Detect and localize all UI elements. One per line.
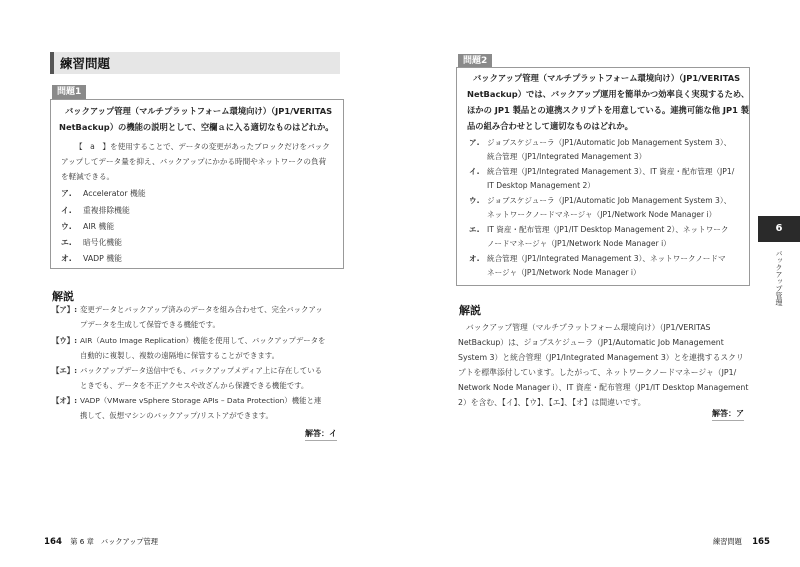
page-footer-left [44, 537, 158, 547]
q1-option-i: イ. 重複排除機能 [61, 206, 130, 215]
q2-option-e: エ. IT 資産・配布管理（JP1/IT Desktop Management 2）、ネットワーク ノードマネージャ（JP1/Network Node Manager i） [469, 225, 729, 248]
explanation-heading-right: 解説 [459, 304, 481, 317]
page-number-right: 165 [752, 537, 771, 547]
answer-left: 解答：イ [305, 428, 337, 441]
q1-option-e: エ. 暗号化機能 [61, 238, 122, 247]
question-2-text-line2: NetBackup）では、バックアップ運用を簡単かつ効率良く実現するため、 [467, 89, 750, 99]
q1-option-o: オ. VADP 機能 [61, 254, 122, 263]
explanation-o: 【オ】: VADP（VMware vSphere Storage APIs – Data Protection）機能と連 携して、仮想マシンのバックアップ/リストアができます。 [52, 396, 322, 420]
question-1-text-line2: NetBackup）の機能の説明として、空欄ａに入る適切なものはどれか。 [59, 122, 334, 132]
question-2-text-line1: バックアップ管理（マルチプラットフォーム環境向け）（JP1/VERITAS [473, 73, 741, 83]
page-footer-right [713, 537, 770, 547]
explanation-u: 【ウ】: AIR（Auto Image Replication）機能を使用して、バックアップデータを 自動的に複製し、複数の遠隔地に保管することができます。 [52, 336, 326, 360]
explanation-right-line1: バックアップ管理（マルチプラットフォーム環境向け）（JP1/VERITAS [466, 323, 711, 332]
q2-option-o: オ. 統合管理（JP1/Integrated Management 3）、ネットワークノードマ ネージャ（JP1/Network Node Manager i） [469, 254, 726, 277]
chapter-tab: 6 [758, 216, 800, 242]
page-section-right: 練習問題 [713, 537, 742, 546]
question-1-tag: 問題1 [52, 85, 86, 99]
question-2-text-line4: 品の組み合わせとして適切なものはどれか。 [467, 121, 633, 131]
question-2-tag: 問題2 [458, 54, 492, 68]
explanation-a: 【ア】: 変更データとバックアップ済みのデータを組み合わせて、完全バックアッ プデータを生成して保管できる機能です。 [52, 305, 323, 329]
question-1-sub-line1: 【 a 】を使用することで、データの変更があったブロックだけをバック [75, 142, 330, 151]
explanation-right-line5: Network Node Manager i）、IT 資産・配布管理（JP1/IT Desktop Management [458, 383, 749, 392]
explanation-e: 【エ】: バックアップデータ送信中でも、バックアップメディア上に存在している ときでも、データを不正アクセスや改ざんから保護できる機能です。 [52, 366, 322, 390]
explanation-right-line3: System 3）と統合管理（JP1/Integrated Management 3）とを連携するスクリ [458, 353, 744, 362]
section-title-marker [50, 52, 54, 74]
q2-option-i: イ. 統合管理（JP1/Integrated Management 3）、IT 資産・配布管理（JP1/ IT Desktop Management 2） [469, 167, 735, 190]
page-chapter-left: 第 6 章 バックアップ管理 [70, 537, 158, 546]
question-1-sub-line3: を軽減できる。 [61, 172, 115, 181]
q1-option-a: ア. Accelerator 機能 [61, 189, 146, 198]
explanation-right-line6: 2）を含む、【イ】、【ウ】、【エ】、【オ】は間違いです。 [458, 398, 646, 407]
question-2-text-line3: ほかの JP1 製品との連携スクリプトを用意している。連携可能な他 JP1 製 [467, 105, 750, 115]
question-1-box [50, 99, 344, 269]
question-2-box [456, 67, 750, 286]
chapter-label-vertical: バックアップ管理 [775, 250, 783, 306]
question-1-sub-line2: アップしてデータ量を抑え、バックアップにかかる時間やネットワークの負荷 [61, 157, 327, 166]
answer-right: 解答：ア [712, 408, 744, 421]
section-title-bar [50, 52, 340, 74]
question-1-text-line1: バックアップ管理（マルチプラットフォーム環境向け）（JP1/VERITAS [65, 106, 333, 116]
section-title: 練習問題 [60, 56, 111, 71]
explanation-right-line4: プトを標準添付しています。したがって、ネットワークノードマネージャ（JP1/ [458, 368, 737, 377]
explanation-heading-left: 解説 [52, 290, 74, 303]
q2-option-u: ウ. ジョブスケジューラ（JP1/Automatic Job Management System 3）、 ネットワークノードマネージャ（JP1/Network Node Manager i） [469, 196, 732, 219]
explanation-right-line2: NetBackup）は、ジョブスケジューラ（JP1/Automatic Job Management [458, 338, 724, 347]
page-number-left: 164 [44, 537, 62, 547]
q2-option-a: ア. ジョブスケジューラ（JP1/Automatic Job Management System 3）、 統合管理（JP1/Integrated Management 3） [469, 138, 732, 161]
q1-option-u: ウ. AIR 機能 [61, 222, 115, 231]
